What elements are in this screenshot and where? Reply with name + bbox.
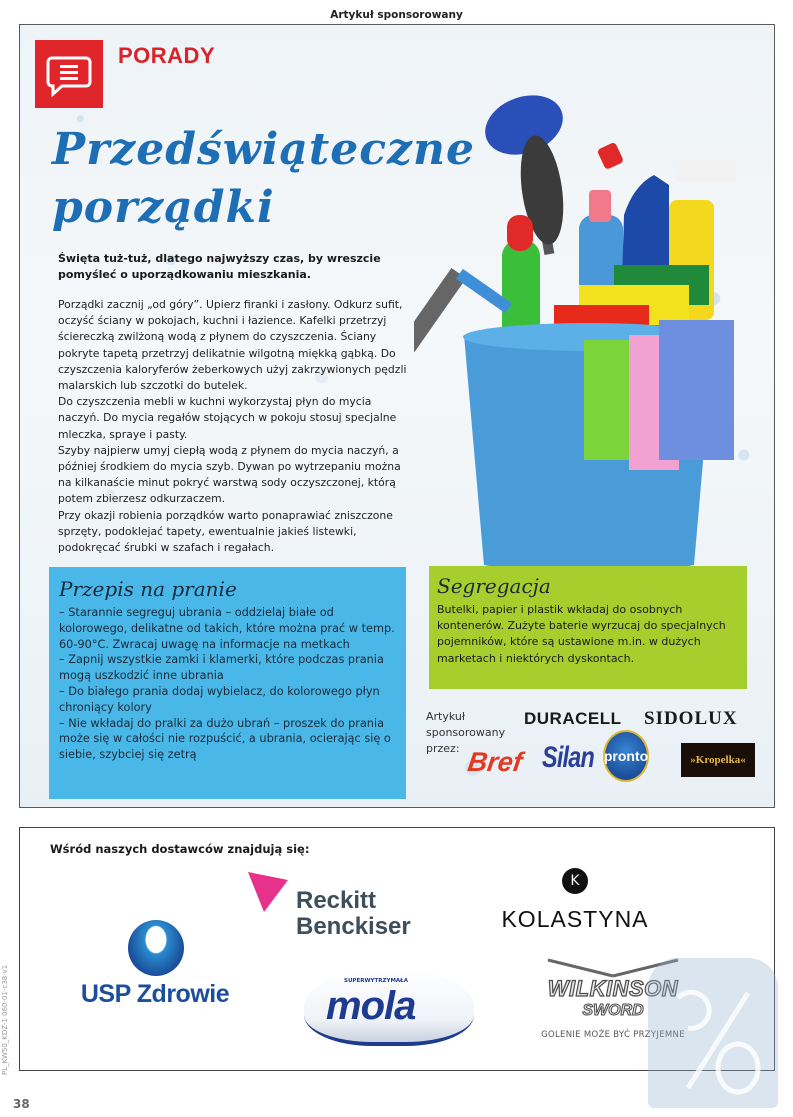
duracell-logo: DURACELL: [524, 709, 622, 728]
article-panel: [19, 24, 775, 808]
rb-line: Benckiser: [296, 913, 411, 940]
sponsor-caption-line: Artykuł: [426, 710, 465, 723]
usp-circle-icon: [128, 920, 184, 976]
pronto-logo: pronto: [603, 730, 649, 782]
wilkinson-text: WILKINSON: [547, 976, 679, 1001]
laundry-tip: – Do białego prania dodaj wybielacz, do kolorowego płyn chroniący kolory: [59, 684, 380, 714]
kolastyna-text: KOLASTYNA: [501, 906, 649, 932]
wilkinson-slogan: GOLENIE MOŻE BYĆ PRZYJEMNE: [541, 1030, 685, 1040]
title-line-1: Przedświąteczne: [52, 124, 475, 175]
sword-text: SWORD: [582, 1002, 644, 1019]
rb-mark-icon: [248, 872, 288, 912]
segregation-title: Segregacja: [437, 574, 551, 598]
title-line-2: porządki: [52, 182, 275, 233]
body-paragraph: Do czyszczenia mebli w kuchni wykorzystaj płyn do mycia naczyń. Do mycia regałów stojących w pokoju stosuj specjalne mleczka, spraye i pasty.: [58, 395, 397, 441]
sponsor-caption-line: przez:: [426, 742, 460, 755]
laundry-tips-title: Przepis na pranie: [59, 577, 237, 601]
segregation-box: [429, 566, 747, 689]
sponsored-article-label: Artykuł sponsorowany: [330, 9, 463, 21]
rb-line: Reckitt: [296, 887, 377, 914]
wilkinson-sword-logo: [528, 958, 698, 1048]
usp-logo-text: USP Zdrowie: [80, 980, 230, 1008]
laundry-tip: – Starannie segreguj ubrania – oddzielaj białe od kolorowego, delikatne od takich, które można prać w temp. 60-90°C. Zwracaj uwagę na informacje na metkach: [59, 606, 395, 651]
page-number: 38: [13, 1097, 30, 1111]
kolastyna-logo: [490, 868, 660, 938]
reckitt-benckiser-logo: [248, 872, 438, 952]
bref-logo: Bref: [465, 747, 525, 777]
silan-logo: Silan: [542, 741, 595, 774]
article-body: [58, 297, 414, 556]
suppliers-panel: [19, 827, 775, 1071]
crossed-swords-icon: [543, 958, 683, 978]
k-circle-icon: K: [562, 868, 588, 894]
sponsor-caption-line: sponsorowany: [426, 726, 506, 739]
category-label: PORADY: [118, 43, 216, 68]
body-paragraph: Szyby najpierw umyj ciepłą wodą z płynem do mycia naczyń, a później środkiem do mycia szyb. Dywan po wytrzepaniu można na kilkanaście minut pokryć warstwą sody oczyszczonej, którą potem zbierzesz odkurzaczem.: [58, 443, 401, 506]
laundry-tips-box: [49, 567, 406, 799]
print-code: PL_KW50_KDZ-1 060-01-c38-v1: [1, 964, 9, 1075]
mola-text: mola: [326, 984, 416, 1028]
mola-tagline: SUPERWYTRZYMAŁA: [344, 978, 408, 984]
laundry-tip: – Nie wkładaj do pralki za dużo ubrań – proszek do prania może się w całości nie rozpuścić, a ubrania, ocierając się o siebie, szybciej się zetrą: [59, 716, 391, 762]
laundry-tip: – Zapnij wszystkie zamki i klamerki, które podczas prania mogą uszkodzić inne ubrania: [59, 653, 384, 683]
body-paragraph: Porządki zacznij „od góry”. Upierz firanki i zasłony. Odkurz sufit, oczyść ściany w pokojach, kuchni i łazience. Kafelki przetrzyj ściereczką zwilżoną wodą z płynem do czyszczenia. Ściany pokryte tapetą przetrzyj delikatnie wilgotną miękką gąbką. Do czyszczenia kaloryferów żeberkowych użyj zakrzywionych pędzli malarskich lub szczotki do butelek.: [58, 298, 407, 393]
segregation-text: Butelki, papier i plastik wkładaj do osobnych kontenerów. Zużyte baterie wyrzucaj do specjalnych pojemników, które są ustawione m.in. w dużych marketach i niektórych dyskontach.: [437, 603, 726, 665]
mola-logo: [304, 968, 474, 1046]
article-intro: Święta tuż-tuż, dlatego najwyższy czas, by wreszcie pomyśleć o uporządkowaniu mieszkania.: [58, 252, 381, 281]
usp-zdrowie-logo: [70, 920, 240, 1020]
cleaning-bucket-image: [414, 65, 754, 585]
suppliers-title: Wśród naszych dostawców znajdują się:: [50, 842, 310, 856]
speech-bubble-icon: [35, 40, 103, 108]
laundry-tips-list: [59, 605, 396, 763]
body-paragraph: Przy okazji robienia porządków warto ponaprawiać zniszczone sprzęty, podoklejać tapety, ewentualnie jakieś listewki, podokręcać śrubki w szafach i regałach.: [58, 508, 393, 555]
rb-logo-text: [296, 888, 411, 940]
article-title: [52, 121, 475, 237]
sidolux-logo: SIDOLUX: [644, 708, 738, 729]
kropelka-logo: »Kropelka«: [681, 743, 755, 777]
